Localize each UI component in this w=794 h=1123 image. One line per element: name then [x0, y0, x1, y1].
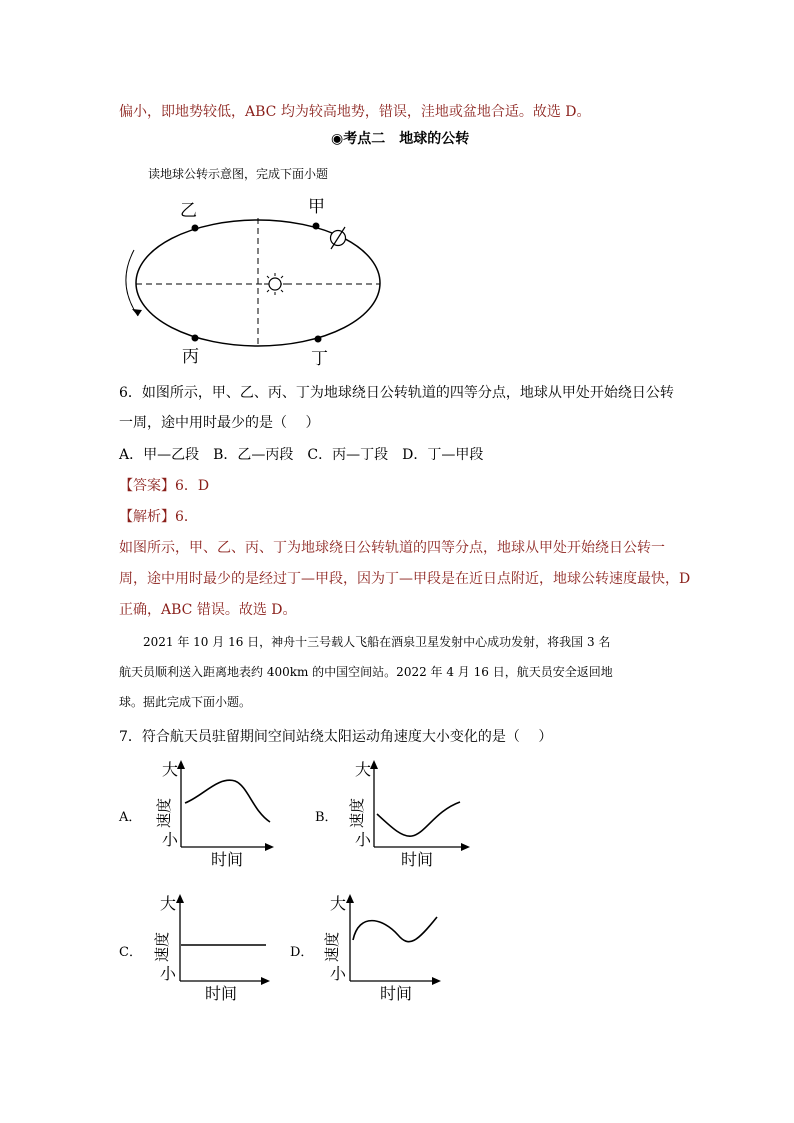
graph-a-speed-label: 速度: [155, 797, 173, 828]
option-a-label: A．: [119, 810, 142, 825]
point-jia: [313, 223, 320, 230]
q6-analysis-line2: 周，途中用时最少的是经过丁—甲段，因为丁—甲段是在近日点附近，地球公转速度最快，D: [119, 571, 691, 587]
graph-c-small-label: 小: [160, 964, 177, 983]
graph-c: [144, 890, 279, 1006]
label-bing: 丙: [182, 347, 199, 367]
graph-a-small-label: 小: [162, 830, 179, 849]
graph-c-big-label: 大: [160, 894, 177, 913]
graph-b-curve: [377, 802, 460, 836]
graph-b-x-arrow-icon: [461, 843, 470, 851]
graph-d-speed-label: 速度: [323, 931, 341, 962]
label-jia: 甲: [308, 197, 325, 217]
graph-c-y-arrow-icon: [176, 894, 184, 903]
graph-d-big-label: 大: [330, 894, 347, 913]
option-b-label: B．: [315, 810, 338, 825]
q7-intro-line2: 航天员顺利送入距离地表约 400km 的中国空间站。2022 年 4 月 16 日，航天员安全返回地: [119, 665, 613, 679]
point-bing: [192, 335, 199, 342]
prev-explanation-tail: 偏小，即地势较低，ABC 均为较高地势，错误，洼地或盆地合适。故选 D。: [119, 104, 591, 120]
graph-c-time-label: 时间: [205, 984, 238, 1003]
q6-stem-line1: 6．如图所示，甲、乙、丙、丁为地球绕日公转轨道的四等分点，地球从甲处开始绕日公转: [119, 385, 674, 401]
earth-icon: [331, 227, 346, 249]
graph-d-x-arrow-icon: [432, 977, 441, 985]
orbit-diagram: [110, 192, 400, 370]
label-yi: 乙: [180, 201, 197, 221]
graph-b-time-label: 时间: [401, 850, 434, 869]
graph-d-small-label: 小: [330, 964, 347, 983]
label-ding: 丁: [311, 349, 328, 369]
q6-options: A．甲—乙段 B．乙—丙段 C．丙—丁段 D．丁—甲段: [119, 447, 484, 463]
graph-d-time-label: 时间: [380, 984, 413, 1003]
graph-b: [340, 756, 475, 872]
graph-a-curve: [185, 780, 270, 822]
q7-intro-line1: 2021 年 10 月 16 日，神舟十三号载人飞船在酒泉卫星发射中心成功发射，将我国 3 名: [119, 635, 611, 649]
graph-a-y-arrow-icon: [177, 760, 185, 769]
graph-b-y-arrow-icon: [370, 760, 378, 769]
q7-intro-line3: 球。据此完成下面小题。: [119, 695, 252, 709]
graph-c-speed-label: 速度: [153, 931, 171, 962]
q7-stem: 7．符合航天员驻留期间空间站绕太阳运动角速度大小变化的是（ ）: [119, 729, 553, 745]
graph-d-y-arrow-icon: [346, 894, 354, 903]
q6-analysis-line1: 如图所示，甲、乙、丙、丁为地球绕日公转轨道的四等分点，地球从甲处开始绕日公转一: [119, 540, 665, 556]
option-d-label: D．: [290, 945, 314, 960]
graph-a-x-arrow-icon: [265, 843, 274, 851]
graph-b-small-label: 小: [355, 830, 372, 849]
graph-a-big-label: 大: [162, 760, 179, 779]
graph-d: [313, 890, 453, 1006]
point-ding: [315, 336, 322, 343]
graph-d-curve: [353, 917, 437, 942]
q6-stem-line2: 一周，途中用时最少的是（ ）: [119, 415, 320, 431]
graph-c-x-arrow-icon: [261, 977, 270, 985]
graph-a: [148, 756, 278, 872]
q6-analysis-line3: 正确，ABC 错误。故选 D。: [119, 602, 297, 618]
graph-a-time-label: 时间: [211, 850, 244, 869]
section-title: ◉考点二 地球的公转: [331, 131, 470, 147]
point-yi: [192, 225, 199, 232]
q6-intro: 读地球公转示意图，完成下面小题: [148, 167, 329, 181]
graph-b-big-label: 大: [355, 760, 372, 779]
graph-b-speed-label: 速度: [348, 797, 366, 828]
option-c-label: C．: [119, 945, 142, 960]
q6-analysis-label: 【解析】6．: [119, 509, 198, 525]
q6-answer: 【答案】6．D: [119, 478, 210, 494]
